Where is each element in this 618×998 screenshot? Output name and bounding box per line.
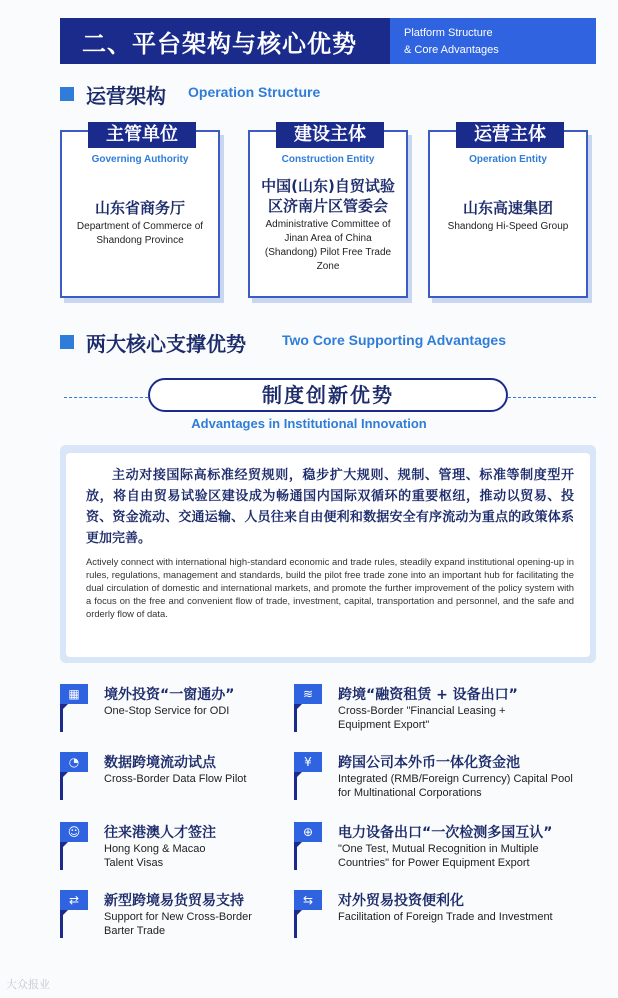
card-title: 建设主体 [276, 122, 384, 148]
feature-title: 跨境“融资租赁 + 设备出口” [338, 687, 518, 703]
section-banner [60, 18, 596, 64]
card-governing-authority [60, 124, 220, 298]
card-subtitle: Governing Authority [91, 154, 189, 165]
card-name-cn: 中国(山东)自贸试验区济南片区管委会 [261, 177, 395, 215]
feature-title: 电力设备出口“一次检测多国互认” [338, 825, 553, 841]
card-body [62, 198, 218, 248]
section-subtitle-line1: Platform Structure [404, 27, 493, 39]
feature-item [294, 890, 584, 950]
feature-description: Cross-Border "Financial Leasing + Equipment Export" [338, 705, 506, 731]
coins-icon: ¥ [294, 752, 322, 772]
institutional-innovation-title: 制度创新优势 [148, 378, 508, 412]
feature-bar [294, 704, 297, 732]
exchange-icon: ⇄ [60, 890, 88, 910]
section-title: 二、平台架构与核心优势 [82, 30, 357, 58]
card-name-en: Administrative Committee of Jinan Area of China (Shandong) Pilot Free Trade Zone [264, 219, 392, 272]
operation-structure-title: 运营架构 [86, 84, 166, 108]
section-subtitle [390, 18, 596, 64]
grid-icon: ▦ [60, 684, 88, 704]
core-advantages-title: 两大核心支撑优势 [86, 332, 246, 356]
card-title: 运营主体 [456, 122, 564, 148]
feature-description: Cross-Border Data Flow Pilot [104, 773, 247, 785]
institutional-paragraph-en: Actively connect with international high-standard economic and trade rules, steadily expand institutional opening-up in rules, regulations, management and standards, build the pilot free trade zone into an important hub for facilitating the dual circulation of domestic and international markets, and promote the further improvement of the policy system with a focus on the free and convenient flow of trade, investment, capital, transportation and personnel, and the safe and orderly flow of data. [86, 556, 574, 619]
card-name-cn: 山东高速集团 [462, 199, 553, 217]
card-construction-entity [248, 124, 408, 298]
feature-description: Facilitation of Foreign Trade and Investment [338, 911, 553, 923]
feature-description: Hong Kong & Macao Talent Visas [104, 843, 206, 869]
core-advantages-heading [60, 328, 600, 358]
feature-title: 境外投资“一窗通办” [104, 687, 235, 703]
card-subtitle: Construction Entity [281, 154, 375, 165]
globe-icon: ⊕ [294, 822, 322, 842]
card-operation-entity [428, 124, 588, 298]
feature-item [294, 684, 584, 744]
feature-bar [60, 842, 63, 870]
institutional-text-frame [60, 445, 596, 663]
feature-bar [60, 772, 63, 800]
card-subtitle: Operation Entity [469, 154, 547, 165]
card-name-en: Department of Commerce of Shandong Province [76, 221, 204, 246]
institutional-text-box [66, 453, 590, 657]
card-title: 主管单位 [88, 122, 196, 148]
people-icon: ☺ [60, 822, 88, 842]
feature-description: One-Stop Service for ODI [104, 705, 230, 717]
core-advantages-title-en: Two Core Supporting Advantages [282, 332, 507, 348]
heading-marker-icon [60, 87, 74, 101]
card-name-en: Shandong Hi-Speed Group [447, 221, 569, 232]
feature-bar [60, 910, 63, 938]
feature-bar [294, 910, 297, 938]
operation-structure-title-en: Operation Structure [188, 84, 321, 100]
feature-title: 新型跨境易货贸易支持 [104, 893, 244, 909]
divider-left [64, 397, 148, 398]
card-name-cn: 山东省商务厅 [94, 199, 185, 217]
feature-title: 往来港澳人才签注 [104, 825, 216, 841]
feature-title: 数据跨境流动试点 [104, 755, 216, 771]
feature-bar [60, 704, 63, 732]
feature-title: 对外贸易投资便利化 [338, 893, 464, 909]
card-body [430, 198, 586, 234]
feature-item [294, 752, 584, 812]
institutional-paragraph-cn: 主动对接国际高标准经贸规则，稳步扩大规则、规制、管理、标准等制度型开放，将自由贸易试验区建设成为畅通国内国际双循环的重要枢纽，推动以贸易、投资、资金流动、交通运输、人员往来自由便利和数据安全有序流动为重点的政策体系更加完善。 [86, 468, 574, 546]
feature-bar [294, 772, 297, 800]
section-subtitle-line2: & Core Advantages [404, 44, 499, 56]
card-body [250, 176, 406, 274]
operation-structure-heading [60, 80, 600, 110]
feature-description: Integrated (RMB/Foreign Currency) Capital Pool for Multinational Corporations [338, 773, 573, 799]
divider-right [508, 397, 596, 398]
feature-description: "One Test, Mutual Recognition in Multiple Countries" for Power Equipment Export [338, 843, 539, 869]
heading-marker-icon [60, 335, 74, 349]
layers-icon: ≋ [294, 684, 322, 704]
institutional-innovation-subtitle: Advantages in Institutional Innovation [191, 416, 427, 431]
data-chart-icon: ◔ [60, 752, 88, 772]
handshake-icon: ⇆ [294, 890, 322, 910]
feature-description: Support for New Cross-Border Barter Trade [104, 911, 252, 937]
watermark-logo: 大众报业 [6, 979, 50, 991]
feature-title: 跨国公司本外币一体化资金池 [338, 755, 520, 771]
feature-bar [294, 842, 297, 870]
feature-item [294, 822, 584, 882]
